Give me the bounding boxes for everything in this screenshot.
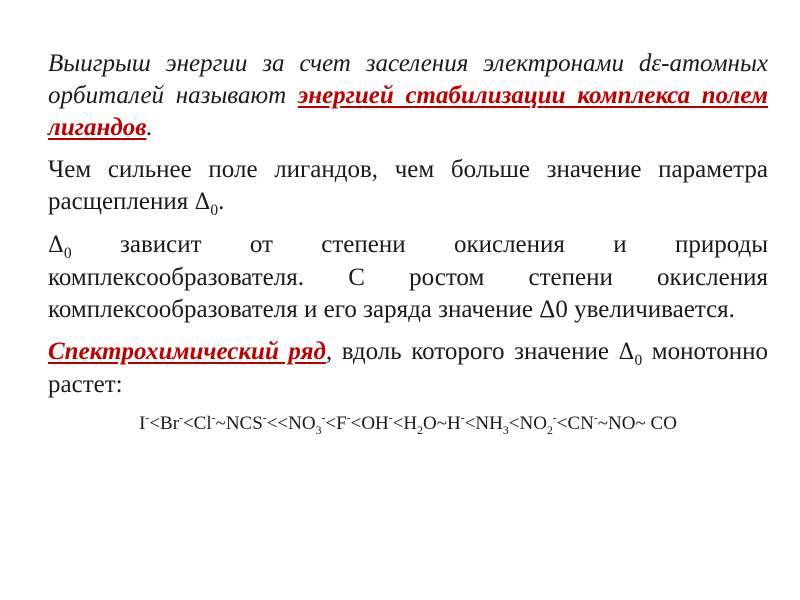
delta-subscript: 0 [63, 245, 72, 262]
series-superscript: - [346, 411, 351, 425]
series-subscript: 2 [546, 423, 553, 437]
series-ligand-text: <Cl [182, 413, 212, 434]
series-superscript: - [321, 411, 326, 425]
series-ligand-text: <NH [464, 413, 503, 434]
series-superscript: - [593, 411, 598, 425]
series-ligand-text: O~H [423, 413, 461, 434]
series-ligand-text: I [139, 413, 146, 434]
series-ligand-text: <<NO [266, 413, 316, 434]
delta-symbol: Δ [48, 233, 64, 258]
delta-subscript: 0 [210, 202, 219, 219]
series-subscript: 2 [417, 423, 424, 437]
spectrochemical-series-formula [48, 411, 768, 437]
series-superscript: - [145, 411, 150, 425]
term-stabilization-energy: энергией стабилизации комплекса полем лигандов [48, 82, 768, 141]
paragraph-spectrochemical-series [48, 336, 768, 401]
term-spectrochemical-series: Спектрохимический ряд [48, 338, 326, 365]
series-ligand-text: <NO [508, 413, 547, 434]
paragraph4-end: монотонно растет: [48, 338, 768, 398]
series-ligand-text: <H [392, 413, 418, 434]
series-ligand-text: ~NCS [215, 413, 263, 434]
series-subscript: 3 [315, 423, 322, 437]
series-superscript: - [552, 411, 557, 425]
series-superscript: - [460, 411, 465, 425]
paragraph1-text: Выигрыш энергии за счет заселения электронами dε-атомных орбиталей называют [48, 50, 768, 109]
series-superscript: - [179, 411, 183, 425]
paragraph-ligand-field [48, 154, 768, 219]
delta-zero: Δ0 [539, 296, 568, 323]
paragraph3-end: увеличивается. [567, 296, 735, 323]
series-ligand-text: <F [325, 413, 347, 434]
slide-content [48, 48, 768, 437]
series-ligand-text: <Br [149, 413, 180, 434]
paragraph3-text: зависит от степени окисления и природы комплексообразователя. С ростом степени окисления комплексообразователя и его заряда значение [48, 231, 768, 323]
paragraph-oxidation-state [48, 229, 768, 326]
paragraph2-end: . [218, 188, 225, 215]
series-ligand-text: ~NO~ CO [597, 413, 677, 434]
delta-subscript: 0 [634, 352, 643, 369]
paragraph2-text: Чем сильнее поле лигандов, чем больше значение параметра расщепления [48, 156, 768, 215]
paragraph4-text: , вдоль которого значение [325, 338, 619, 365]
series-subscript: 3 [502, 423, 509, 437]
series-ligand-text: <OH [350, 413, 389, 434]
series-ligand-text: <CN [556, 413, 594, 434]
series-superscript: - [211, 411, 216, 425]
delta-symbol: Δ [618, 340, 635, 365]
paragraph1-end: . [146, 114, 153, 141]
paragraph-stabilization-energy [48, 48, 768, 144]
series-superscript: - [388, 411, 393, 425]
series-superscript: - [262, 411, 267, 425]
delta-symbol: Δ [194, 190, 211, 215]
